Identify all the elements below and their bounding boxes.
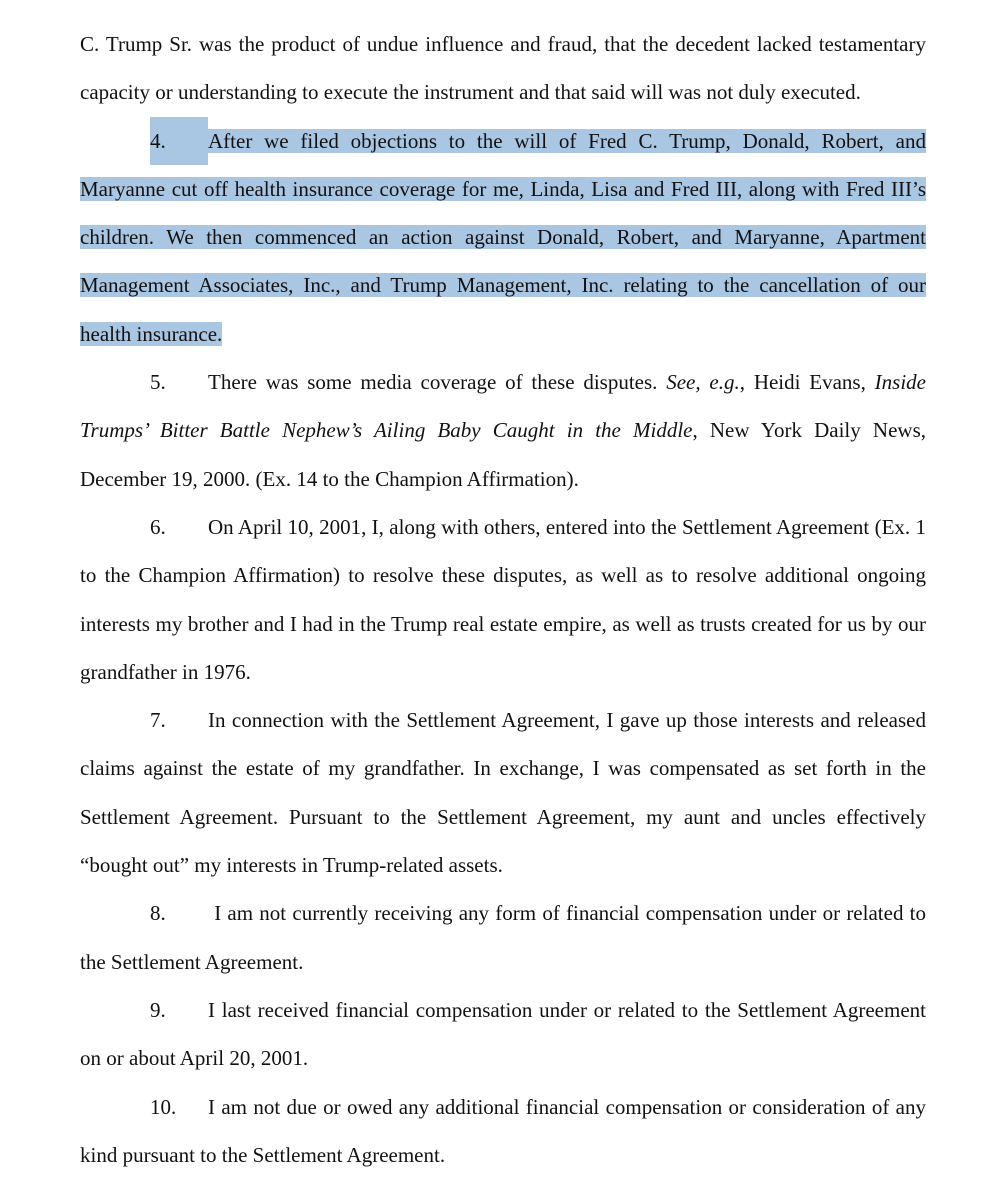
paragraph-number: 5.: [150, 370, 166, 395]
paragraph-continuation: [80, 20, 926, 117]
paragraph-text: I last received financial compensation under or related to the Settlement Agreement on or about April 20, 2001.: [80, 997, 926, 1071]
paragraph-9: [80, 986, 926, 1083]
paragraph-text: C. Trump Sr. was the product of undue influence and fraud, that the decedent lacked testamentary capacity or understanding to execute the instrument and that said will was not duly executed.: [80, 32, 926, 105]
article-title: Inside Trumps’ Bitter Battle Nephew’s Ailing Baby Caught in the Middle: [80, 370, 926, 443]
paragraph-number: 4.: [150, 117, 208, 165]
paragraph-text: On April 10, 2001, I, along with others, entered into the Settlement Agreement (Ex. 1 to the Champion Affirmation) to resolve these disputes, as well as to resolve additional ongoing interests my brother and I had in the Trump real estate empire, as well as trusts created for us by our grandfather in 1976.: [80, 514, 926, 684]
paragraph-number: 7.: [150, 708, 166, 733]
paragraph-text: In connection with the Settlement Agreement, I gave up those interests and released claims against the estate of my grandfather. In exchange, I was compensated as set forth in the Settlement Agreement. Pursuant to the Settlement Agreement, my aunt and uncles effectively “bought out” my interests in Trump-related assets.: [80, 708, 926, 878]
citation-signal: See, e.g.: [666, 370, 740, 395]
paragraph-text: . (Ex. 14 to the Champion Affirmation).: [245, 466, 579, 491]
paragraph-number: 8.: [150, 901, 166, 926]
paragraph-number: 6.: [150, 514, 166, 539]
paragraph-6: [80, 503, 926, 696]
document-page: [80, 20, 926, 1179]
paragraph-4-highlighted[interactable]: [80, 117, 926, 358]
paragraph-text-highlighted[interactable]: After we filed objections to the will of Fred C. Trump, Donald, Robert, and Maryanne cut off health insurance coverage for me, Linda, Lisa and Fred III, along with Fred III’s children. We then commenced an action against Donald, Robert, and Maryanne, Apartment Management Associates, Inc., and Trump Management, Inc. relating to the cancellation of our health insurance.: [80, 128, 926, 346]
paragraph-text: I am not currently receiving any form of financial compensation under or related to the Settlement Agreement.: [80, 901, 926, 974]
paragraph-7: [80, 696, 926, 889]
paragraph-5: [80, 358, 926, 503]
paragraph-8: [80, 889, 926, 986]
paragraph-text: , Heidi Evans,: [739, 370, 875, 395]
paragraph-10: [80, 1083, 926, 1180]
paragraph-number: 10.: [150, 1094, 177, 1119]
paragraph-text: , New York Daily News, December 19, 2000: [80, 418, 926, 491]
paragraph-text: There was some media coverage of these disputes.: [208, 370, 667, 395]
paragraph-text: I am not due or owed any additional financial compensation or consideration of any kind pursuant to the Settlement Agreement.: [80, 1094, 926, 1167]
paragraph-number: 9.: [150, 997, 166, 1022]
